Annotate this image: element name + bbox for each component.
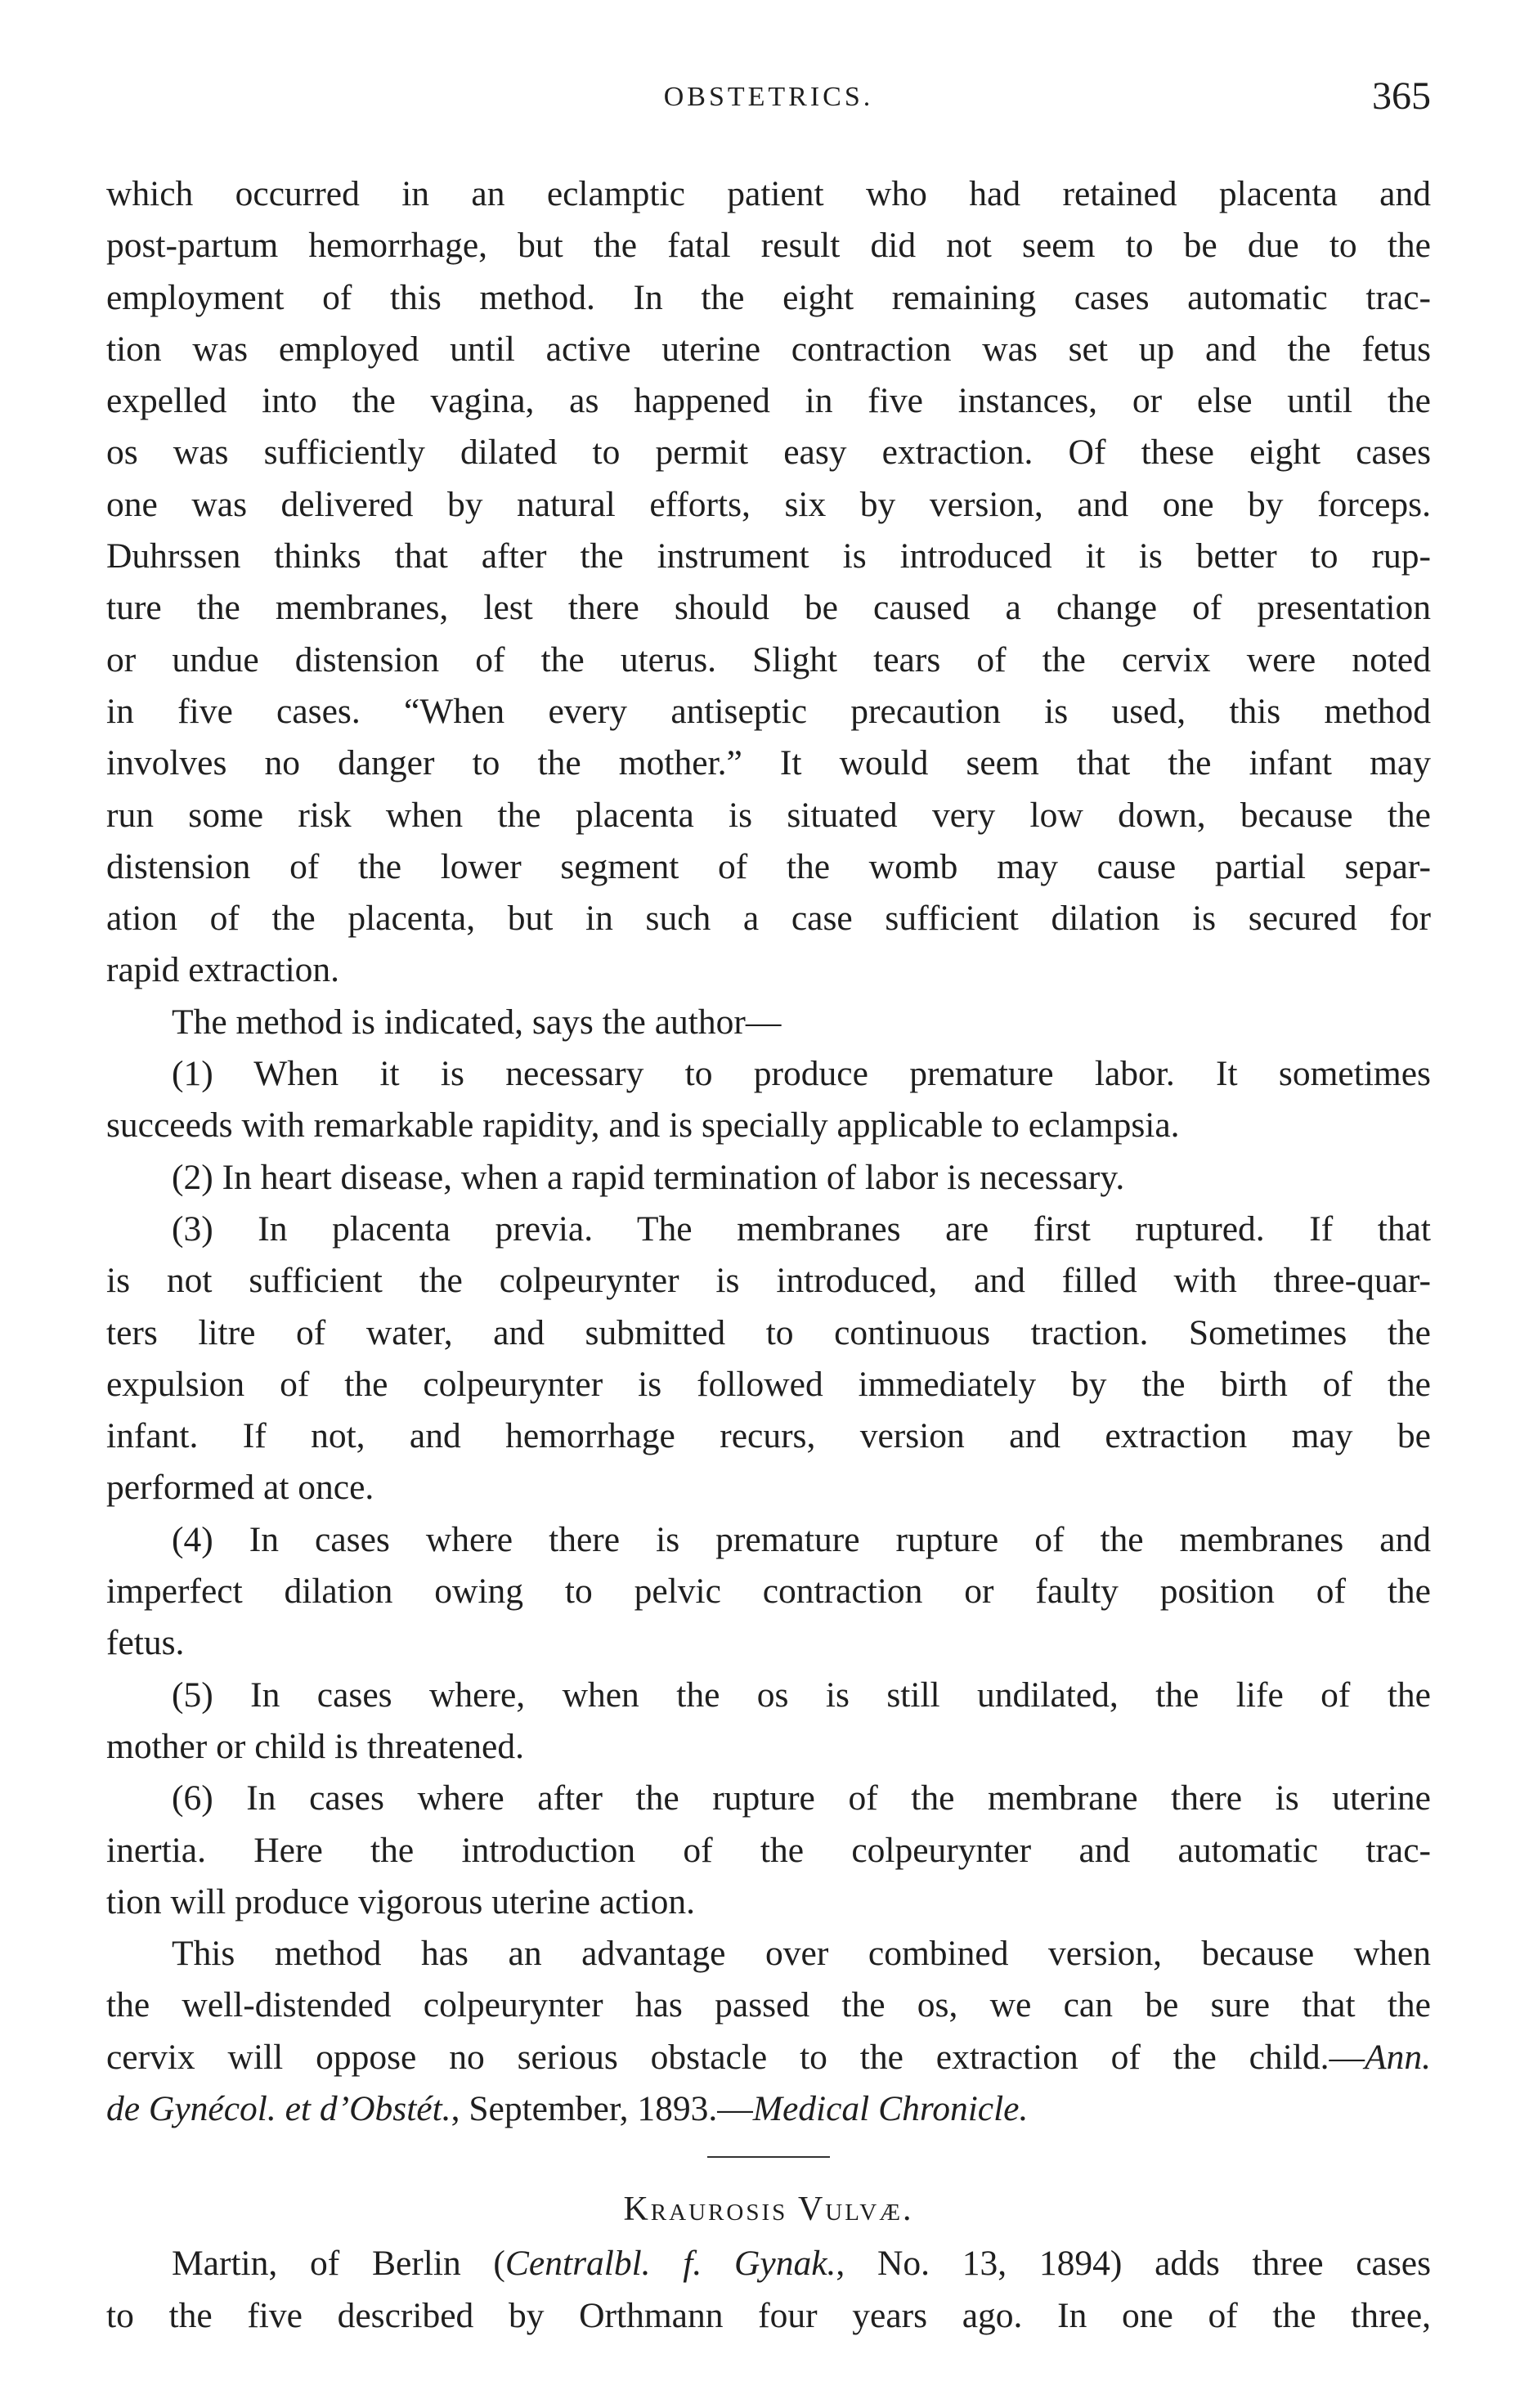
- text-line: ters litre of water, and submitted to continuous traction. Sometimes the: [106, 1312, 1431, 1352]
- text-span: , No. 13, 1894) adds three cases: [836, 2244, 1432, 2284]
- running-head: [106, 74, 1431, 128]
- text-line: os was sufficiently dilated to permit easy extraction. Of these eight cases: [106, 433, 1431, 473]
- text-line: in five cases. “When every antiseptic precaution is used, this method: [106, 691, 1431, 731]
- text-line: (1) When it is necessary to produce premature labor. It sometimes: [172, 1054, 1431, 1094]
- text-line: mother or child is threatened.: [106, 1726, 524, 1766]
- list-item-4: [106, 1514, 1431, 1670]
- list-item-3: [106, 1204, 1431, 1514]
- text-line: one was delivered by natural efforts, six by version, and one by forceps.: [106, 484, 1431, 524]
- text-line: (5) In cases where, when the os is still undilated, the life of the: [172, 1675, 1431, 1715]
- text-line: tion was employed until active uterine contraction was set up and the fetus: [106, 329, 1431, 369]
- paragraph-2: [106, 997, 1431, 1048]
- text-line: employment of this method. In the eight remaining cases automatic trac-: [106, 277, 1431, 317]
- text-line: (4) In cases where there is premature rupture of the membranes and: [172, 1519, 1431, 1559]
- text-line: to the five described by Orthmann four years ago. In one of the three,: [106, 2295, 1431, 2335]
- citation-line: [106, 2083, 1431, 2135]
- text-line: performed at once.: [106, 1468, 374, 1508]
- journal-citation: Ann.: [1365, 2037, 1431, 2077]
- text-line: or undue distension of the uterus. Slight tears of the cervix were noted: [106, 639, 1431, 679]
- list-item-5: [106, 1670, 1431, 1773]
- running-title: OBSTETRICS.: [663, 82, 874, 112]
- text-line: is not sufficient the colpeurynter is introduced, and filled with three-quar-: [106, 1261, 1431, 1301]
- text-line: distension of the lower segment of the womb may cause partial separ-: [106, 846, 1431, 886]
- paragraph-1: [106, 168, 1431, 997]
- text-line: fetus.: [106, 1623, 185, 1663]
- text-line: ation of the placenta, but in such a case sufficient dilation is secured for: [106, 899, 1431, 939]
- page-number: 365: [1372, 74, 1431, 118]
- section-heading: Kraurosis Vulvæ.: [623, 2191, 914, 2229]
- text-line: rapid extraction.: [106, 950, 340, 990]
- citation-date: , September, 1893.—: [451, 2088, 753, 2128]
- list-item-2: [106, 1152, 1431, 1204]
- text-line: This method has an advantage over combined version, because when: [172, 1934, 1431, 1974]
- text-line: Duhrssen thinks that after the instrument is introduced it is better to rup-: [106, 536, 1431, 576]
- text-span: cervix will oppose no serious obstacle to the extraction of the child.—: [106, 2037, 1365, 2077]
- text-line: inertia. Here the introduction of the colpeurynter and automatic trac-: [106, 1830, 1431, 1870]
- text-line: (3) In placenta previa. The membranes are first ruptured. If that: [172, 1208, 1431, 1249]
- text-line: which occurred in an eclamptic patient who had retained placenta and: [106, 174, 1431, 213]
- text-line: The method is indicated, says the author—: [172, 1002, 782, 1042]
- text-line: imperfect dilation owing to pelvic contraction or faulty position of the: [106, 1572, 1431, 1612]
- journal-citation: Centralbl. f. Gynak.: [504, 2244, 836, 2284]
- list-item-1: [106, 1048, 1431, 1152]
- text-line: tion will produce vigorous uterine action.: [106, 1881, 696, 1921]
- text-line: succeeds with remarkable rapidity, and is specially applicable to eclampsia.: [106, 1105, 1180, 1146]
- text-line: [106, 2032, 1431, 2083]
- paragraph-3: [106, 1928, 1431, 2135]
- text-line: [106, 2238, 1431, 2289]
- body-text: [106, 168, 1431, 2342]
- text-span: Martin, of Berlin (: [172, 2244, 505, 2284]
- text-line: expulsion of the colpeurynter is followed immediately by the birth of the: [106, 1364, 1431, 1404]
- text-line: expelled into the vagina, as happened in five instances, or else until the: [106, 381, 1431, 421]
- text-line: involves no danger to the mother.” It would seem that the infant may: [106, 743, 1431, 783]
- list-item-6: [106, 1773, 1431, 1928]
- text-line: ture the membranes, lest there should be caused a change of presentation: [106, 588, 1431, 628]
- text-line: run some risk when the placenta is situated very low down, because the: [106, 795, 1431, 835]
- section-divider: [707, 2156, 830, 2158]
- text-line: infant. If not, and hemorrhage recurs, version and extraction may be: [106, 1416, 1431, 1456]
- journal-citation: de Gynécol. et d’Obstét.: [106, 2088, 451, 2128]
- text-line: the well-distended colpeurynter has passed the os, we can be sure that the: [106, 1985, 1431, 2025]
- text-line: post-partum hemorrhage, but the fatal result did not seem to be due to the: [106, 226, 1431, 266]
- paragraph-4: [106, 2238, 1431, 2342]
- text-line: (6) In cases where after the rupture of the membrane there is uterine: [172, 1778, 1431, 1818]
- source-citation: Medical Chronicle.: [752, 2088, 1029, 2128]
- text-line: (2) In heart disease, when a rapid termination of labor is necessary.: [172, 1157, 1125, 1197]
